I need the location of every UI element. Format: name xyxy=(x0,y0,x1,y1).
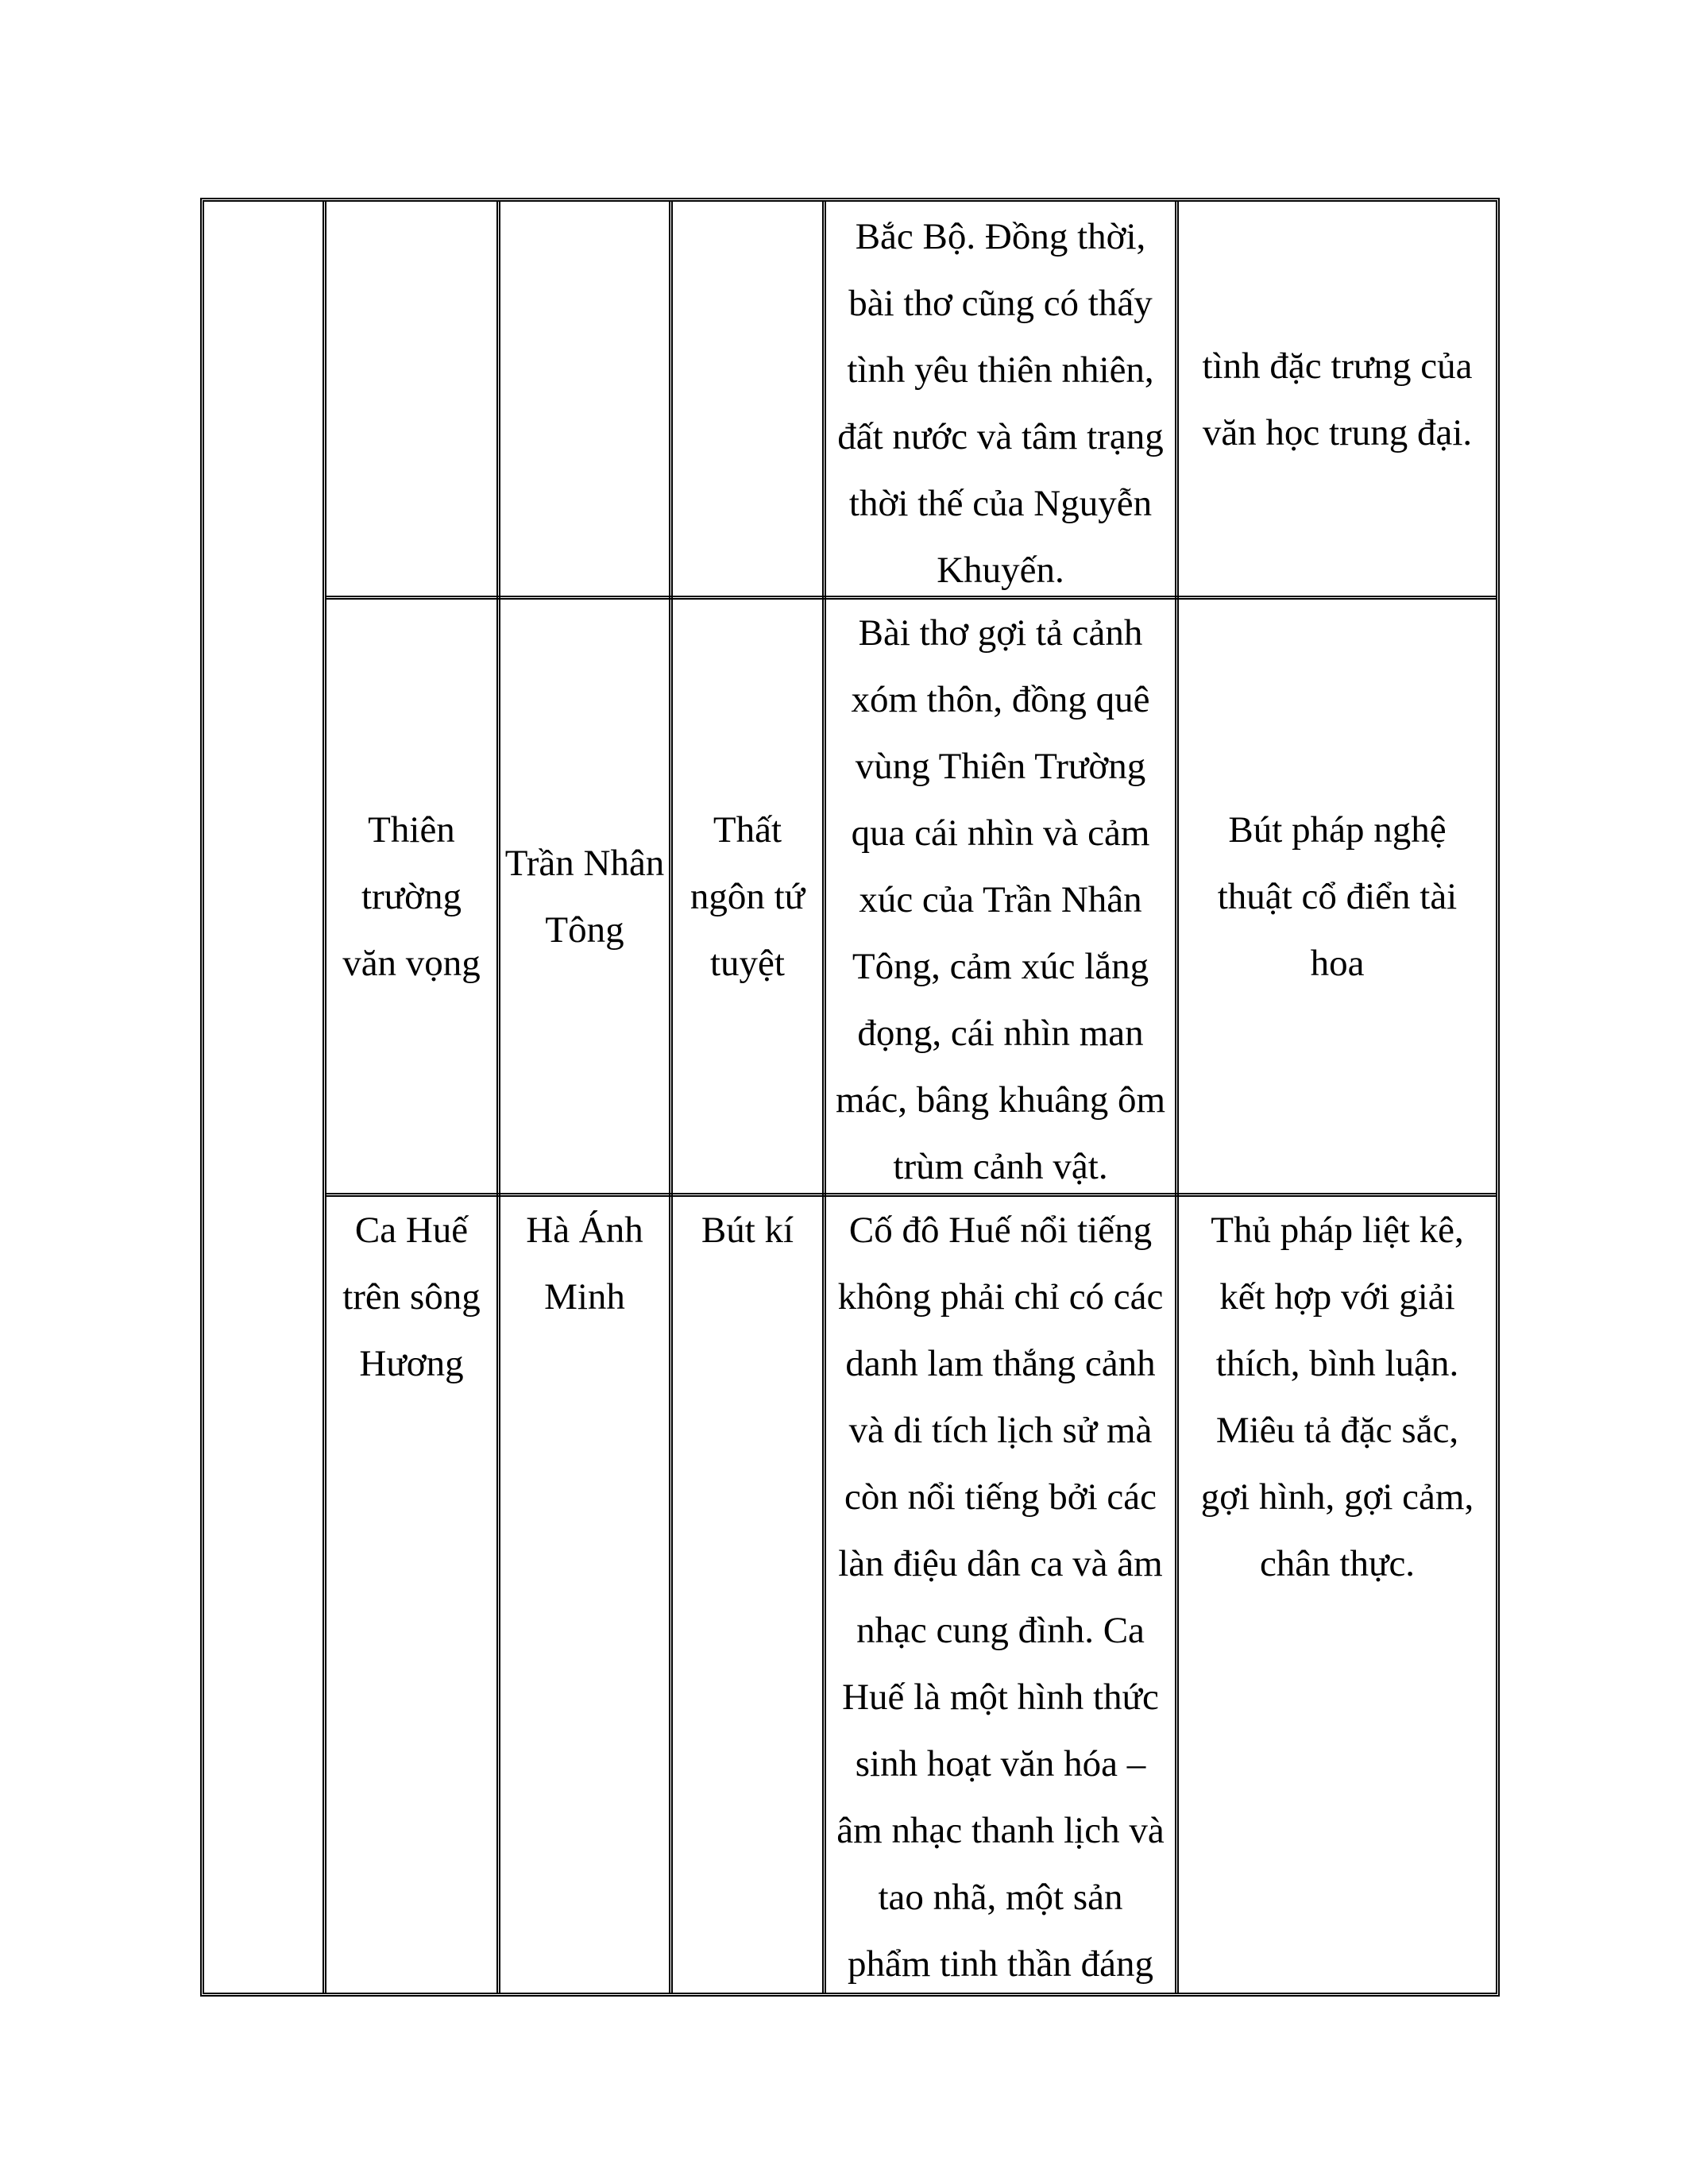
text-line: Trần Nhân xyxy=(504,842,665,884)
text-line: trường xyxy=(361,875,462,917)
text-line: làn điệu dân ca và âm xyxy=(838,1543,1163,1584)
text-line: không phải chỉ có các xyxy=(837,1276,1164,1318)
row2-content-cell xyxy=(826,600,1175,1193)
text-line: hoa xyxy=(1310,942,1365,984)
text-line: tuyệt xyxy=(710,942,785,984)
text-line: tình đặc trưng của xyxy=(1202,345,1473,387)
row2-title-cell xyxy=(326,600,496,1193)
text-line: xóm thôn, đồng quê xyxy=(851,679,1150,720)
text-line: tao nhã, một sản xyxy=(878,1877,1123,1918)
row3-art-cell xyxy=(1179,1197,1496,1993)
text-line: xúc của Trần Nhân xyxy=(859,879,1142,920)
text-line: Bài thơ gợi tả cảnh xyxy=(858,612,1143,654)
text-line: sinh hoạt văn hóa – xyxy=(855,1743,1146,1785)
text-line: Hà Ánh xyxy=(526,1210,643,1251)
text-line: Thất xyxy=(713,808,782,851)
row3-author-cell xyxy=(500,1197,669,1993)
text-line: Huế là một hình thức xyxy=(842,1677,1159,1718)
text-line: văn học trung đại. xyxy=(1202,412,1473,453)
text-line: thích, bình luận. xyxy=(1215,1343,1459,1384)
text-line: trên sông xyxy=(342,1276,481,1318)
document-table xyxy=(200,198,1500,1997)
row3-content-cell xyxy=(826,1197,1175,1993)
text-line: âm nhạc thanh lịch và xyxy=(836,1810,1165,1851)
text-line: đất nước và tâm trạng xyxy=(837,416,1164,457)
text-line: mác, bâng khuâng ôm xyxy=(835,1079,1166,1121)
text-line: Tông, cảm xúc lắng xyxy=(852,946,1149,987)
text-line: Bút pháp nghệ xyxy=(1228,808,1447,851)
text-line: Khuyến. xyxy=(937,550,1064,591)
text-line: phẩm tinh thần đáng xyxy=(847,1943,1154,1985)
text-line: danh lam thắng cảnh xyxy=(845,1343,1156,1384)
text-line: thuật cổ điển tài xyxy=(1217,875,1458,917)
text-line: Bút kí xyxy=(701,1210,794,1251)
text-line: ngôn tứ xyxy=(689,875,805,917)
text-line: trùm cảnh vật. xyxy=(893,1146,1108,1187)
text-line: Minh xyxy=(544,1276,625,1318)
row1-content-cell xyxy=(826,203,1175,596)
text-line: vùng Thiên Trường xyxy=(855,746,1146,787)
text-line: đọng, cái nhìn man xyxy=(857,1013,1144,1054)
text-line: gợi hình, gợi cảm, xyxy=(1200,1476,1474,1518)
text-line: qua cái nhìn và cảm xyxy=(851,812,1150,854)
row3-genre-cell xyxy=(673,1197,822,1993)
row3-title-cell xyxy=(326,1197,496,1993)
text-line: kết hợp với giải xyxy=(1219,1276,1455,1318)
row1-art-cell xyxy=(1179,203,1496,596)
text-line: bài thơ cũng có thấy xyxy=(848,283,1153,324)
text-line: chân thực. xyxy=(1259,1543,1416,1584)
text-line: Ca Huế xyxy=(354,1210,469,1251)
text-line: thời thế của Nguyễn xyxy=(848,483,1153,524)
text-line: Miêu tả đặc sắc, xyxy=(1215,1410,1459,1451)
row2-art-cell xyxy=(1179,600,1496,1193)
text-line: còn nổi tiếng bởi các xyxy=(844,1476,1157,1518)
text-line: Thủ pháp liệt kê, xyxy=(1211,1210,1464,1251)
text-line: Cố đô Huế nổi tiếng xyxy=(848,1210,1153,1251)
text-line: nhạc cung đình. Ca xyxy=(856,1610,1145,1651)
text-line: và di tích lịch sử mà xyxy=(848,1410,1153,1451)
text-line: Hương xyxy=(359,1343,464,1384)
row2-author-cell xyxy=(500,600,669,1193)
row2-genre-cell xyxy=(673,600,822,1193)
text-line: văn vọng xyxy=(342,942,481,984)
text-line: tình yêu thiên nhiên, xyxy=(847,349,1154,391)
text-line: Tông xyxy=(545,909,624,951)
text-line: Thiên xyxy=(368,808,455,851)
text-line: Bắc Bộ. Đồng thời, xyxy=(855,216,1146,257)
